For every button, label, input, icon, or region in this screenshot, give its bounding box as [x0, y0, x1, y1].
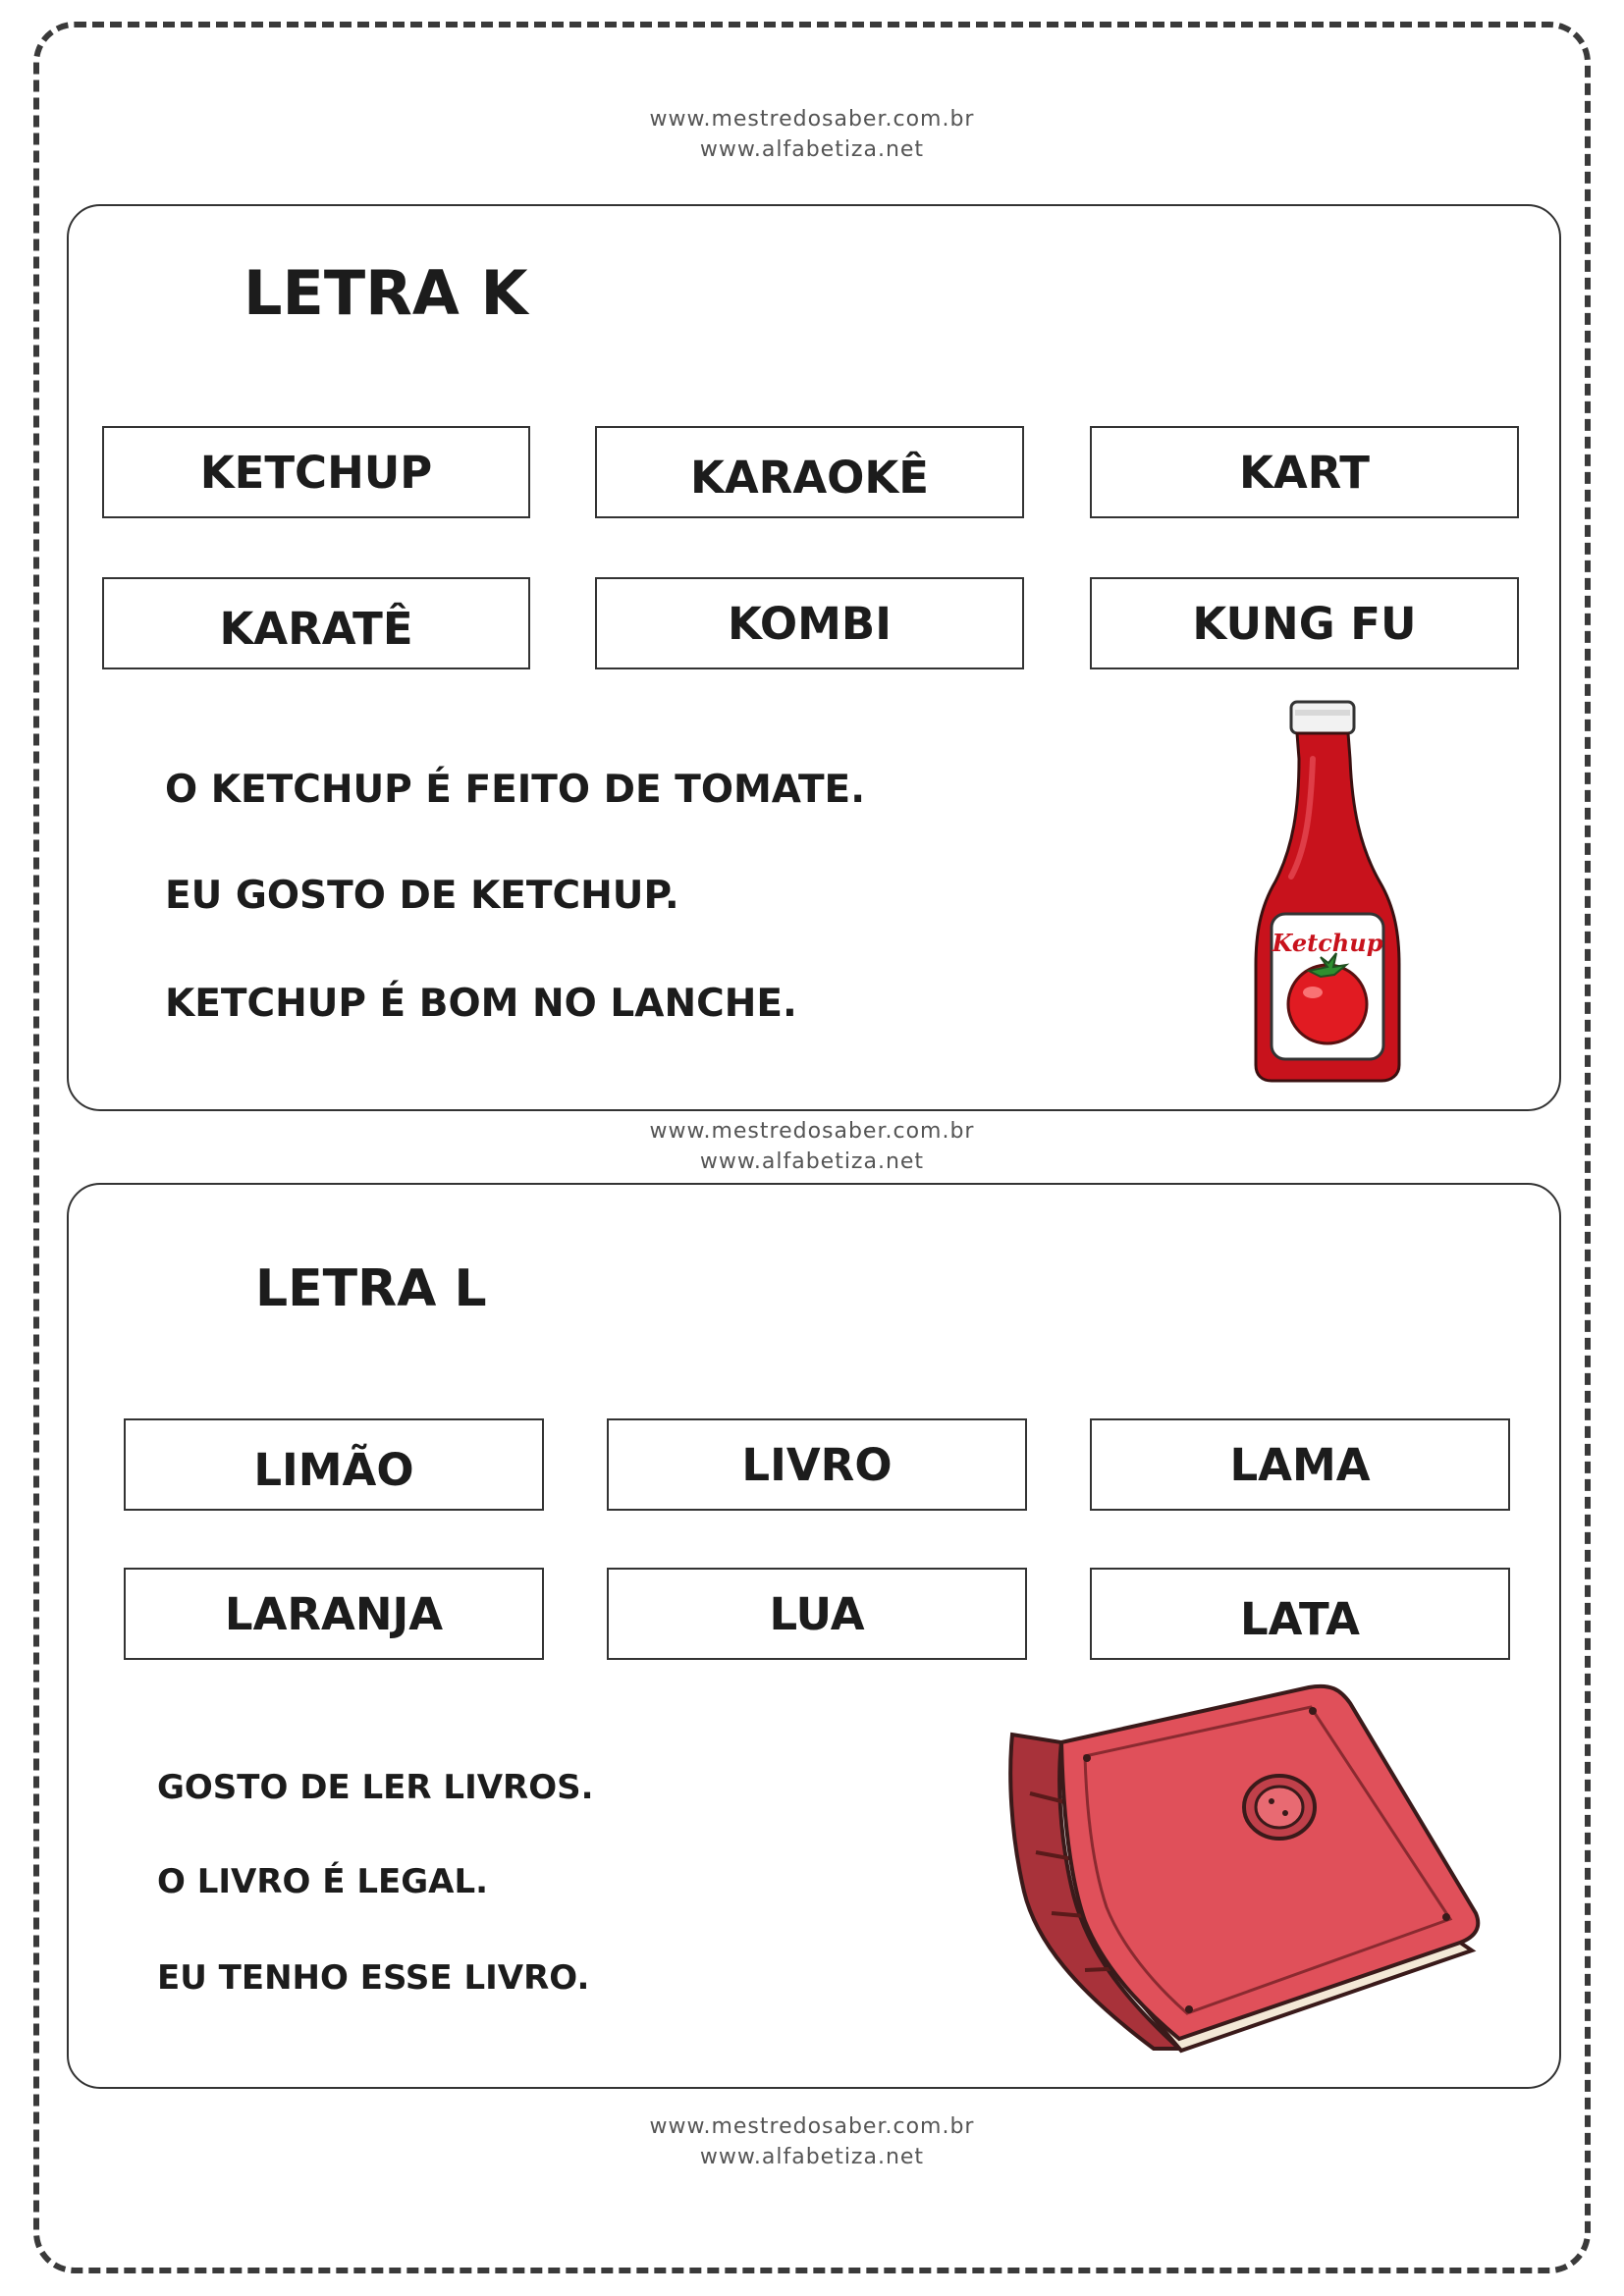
sentence-k-2: EU GOSTO DE KETCHUP.: [165, 874, 679, 918]
word-box-karate: KARATÊ: [102, 577, 530, 669]
credit-url-2: www.alfabetiza.net: [699, 1149, 925, 1174]
credit-url-1: www.mestredosaber.com.br: [649, 2114, 975, 2139]
word-box-ketchup: KETCHUP: [102, 426, 530, 518]
word-box-kung-fu: KUNG FU: [1090, 577, 1519, 669]
letter-l-card: [67, 1183, 1561, 2089]
sentence-k-1: O KETCHUP É FEITO DE TOMATE.: [165, 768, 866, 812]
letter-k-title: LETRA K: [244, 257, 528, 329]
word-box-laranja: LARANJA: [124, 1568, 544, 1660]
word-box-karaoke: KARAOKÊ: [595, 426, 1024, 518]
sentence-k-3: KETCHUP É BOM NO LANCHE.: [165, 982, 797, 1026]
bottle-label-text: Ketchup: [1272, 929, 1383, 957]
credit-url-1: www.mestredosaber.com.br: [649, 107, 975, 132]
word-box-lata: LATA: [1090, 1568, 1510, 1660]
letter-k-card: [67, 204, 1561, 1111]
ketchup-bottle-illustration: [1252, 700, 1409, 1083]
word-box-lama: LAMA: [1090, 1418, 1510, 1511]
word-box-lua: LUA: [607, 1568, 1027, 1660]
credit-url-1: www.mestredosaber.com.br: [649, 1119, 975, 1144]
word-box-livro: LIVRO: [607, 1418, 1027, 1511]
book-illustration: [1006, 1685, 1497, 2068]
site-credit-top: [0, 104, 1624, 165]
sentence-l-3: EU TENHO ESSE LIVRO.: [157, 1958, 590, 1998]
credit-url-2: www.alfabetiza.net: [699, 2145, 925, 2169]
sentence-l-2: O LIVRO É LEGAL.: [157, 1862, 489, 1901]
site-credit-middle: [0, 1116, 1624, 1177]
site-credit-bottom: [0, 2111, 1624, 2172]
word-box-limao: LIMÃO: [124, 1418, 544, 1511]
credit-url-2: www.alfabetiza.net: [699, 137, 925, 162]
sentence-l-1: GOSTO DE LER LIVROS.: [157, 1768, 594, 1807]
letter-l-title: LETRA L: [255, 1259, 487, 1318]
word-box-kart: KART: [1090, 426, 1519, 518]
word-box-kombi: KOMBI: [595, 577, 1024, 669]
